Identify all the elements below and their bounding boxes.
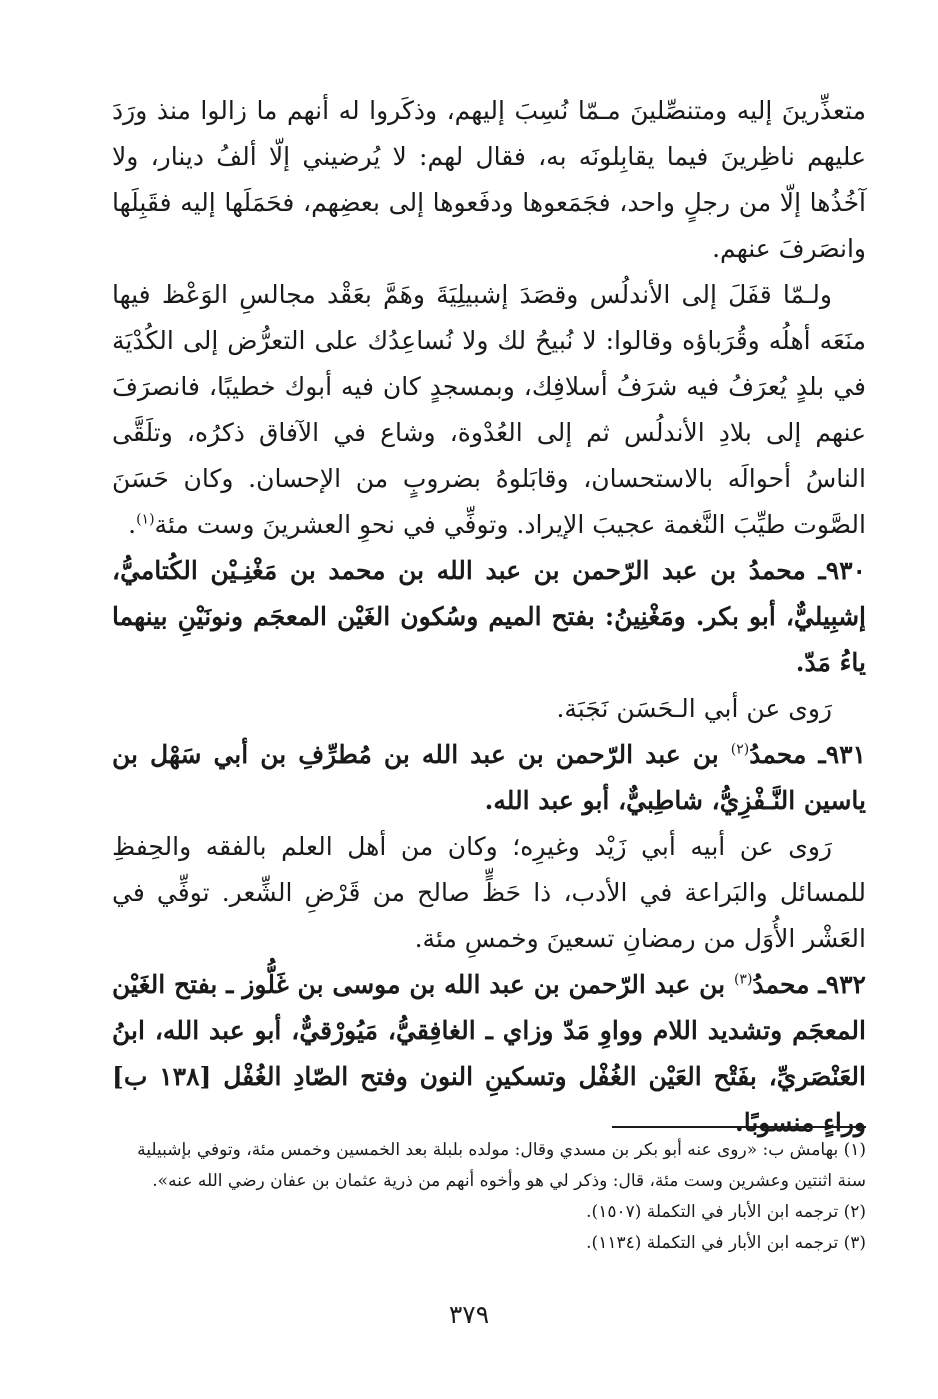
- paragraph-2: [112, 272, 866, 548]
- entry-930-body: رَوى عن أبي الـحَسَن نَجَبَة.: [556, 694, 832, 723]
- entry-930-heading: ٩٣٠ـ محمدُ بن عبد الرّحمن بن عبد الله بن محمد بن مَغْنِـيْن الكُتاميُّ، إشبِيليٌّ، أبو بكر. ومَغْنِينُ: بفتح الميم وسُكون الغَيْن المعجَم ونونَيْنِ بينهما ياءُ مَدّ.: [112, 556, 866, 677]
- footnote-ref-1[interactable]: (١): [136, 511, 155, 528]
- main-text: [112, 88, 866, 1146]
- footnote-ref-3[interactable]: (٣): [733, 971, 753, 988]
- page-number: ٣٧٩: [448, 1300, 490, 1329]
- entry-932-lineage: بن عبد الرّحمن بن عبد الله بن موسى بن غَلُّوز ـ بفتح الغَيْن المعجَم وتشديد اللام وواوِ مَدّ وزاي ـ الغافِقيُّ، مَيُورْقيٌّ، أبو عبد الله، ابنُ العَنْصَريِّ، بفَتْح العَيْن الغُفْل وتسكينِ النون وفتح الصّادِ الغُفْل [١٣٨ ب] وراءٍ منسوبًا.: [112, 970, 866, 1137]
- footnote-ref-2[interactable]: (٢): [730, 741, 750, 758]
- entry-932-name: ٩٣٢ـ محمدُ: [752, 970, 866, 999]
- paragraph-2-text: ولـمّا قفَلَ إلى الأندلُس وقصَدَ إشبيلِيَةَ وهَمَّ بعَقْد مجالسِ الوَعْظ فيها منَعَه أهلُه وقُرَباؤه وقالوا: لا نُبيحُ لك ولا نُساعِدُك على التعرُّض إلى الكُدْيَة في بلدٍ يُعرَفُ فيه شرَفُ أسلافِك، وبمسجدٍ كان فيه أبوك خطيبًا، فانصرَفَ عنهم إلى بلادِ الأندلُس ثم إلى العُدْوة، وشاع في الآفاق ذكرُه، وتلَقَّى الناسُ أحوالَه بالاستحسان، وقابَلوهُ بضروبٍ من الإحسان. وكان حَسَنَ الصَّوت طيِّبَ النَّغمة عجيبَ الإيراد. وتوفِّي في نحوِ العشرينَ وست مئة: [112, 280, 866, 539]
- entry-932-heading: [112, 962, 866, 1146]
- footnote-2: (٢) ترجمه ابن الأبار في التكملة (١٥٠٧).: [586, 1202, 866, 1222]
- entry-931-heading: [112, 732, 866, 824]
- entry-931-lineage: بن عبد الرّحمن بن عبد الله بن مُطرِّفِ بن أبي سَهْل بن ياسين النَّـفْزِيُّ، شاطِبيٌّ، أبو عبد الله.: [112, 740, 866, 815]
- entry-931-body: رَوى عن أبيه أبي زَيْد وغيرِه؛ وكان من أهل العلم بالفقه والحِفظِ للمسائل والبَراعة في الأدب، ذا حَظٍّ صالح من قَرْضِ الشِّعر. توفِّي في العَشْر الأُوَل من رمضانِ تسعينَ وخمسِ مئة.: [112, 832, 866, 953]
- footnote-1-line-2: سنة اثنتين وعشرين وست مئة، قال: وذكر لي هو وأخوه أنهم من ذرية عثمان بن عفان رضي الله عنه».: [152, 1171, 866, 1191]
- footnotes: [112, 1135, 866, 1259]
- footnote-1-line-1: (١) بهامش ب: «روى عنه أبو بكر بن مسدي وقال: مولده بلبلة بعد الخمسين وخمس مئة، وتوفي بإشبيلية: [137, 1140, 866, 1160]
- paragraph-2-end: .: [128, 510, 137, 539]
- footnote-3: (٣) ترجمه ابن الأبار في التكملة (١١٣٤).: [586, 1233, 866, 1253]
- paragraph-1: متعذِّرينَ إليه ومتنصِّلينَ مـمّا نُسِبَ إليهم، وذكَروا له أنهم ما زالوا منذ ورَدَ عليهم ناظِرينَ فيما يقابِلونَه به، فقال لهم: لا يُرضيني إلّا ألفُ دينار، ولا آخُذُها إلّا من رجلٍ واحد، فجَمَعوها ودفَعوها إلى بعضِهم، فحَمَلَها إليه فقَبِلَها وانصَرفَ عنهم.: [112, 96, 866, 263]
- entry-931-name: ٩٣١ـ محمدُ: [749, 740, 866, 769]
- footnote-separator: [612, 1126, 866, 1128]
